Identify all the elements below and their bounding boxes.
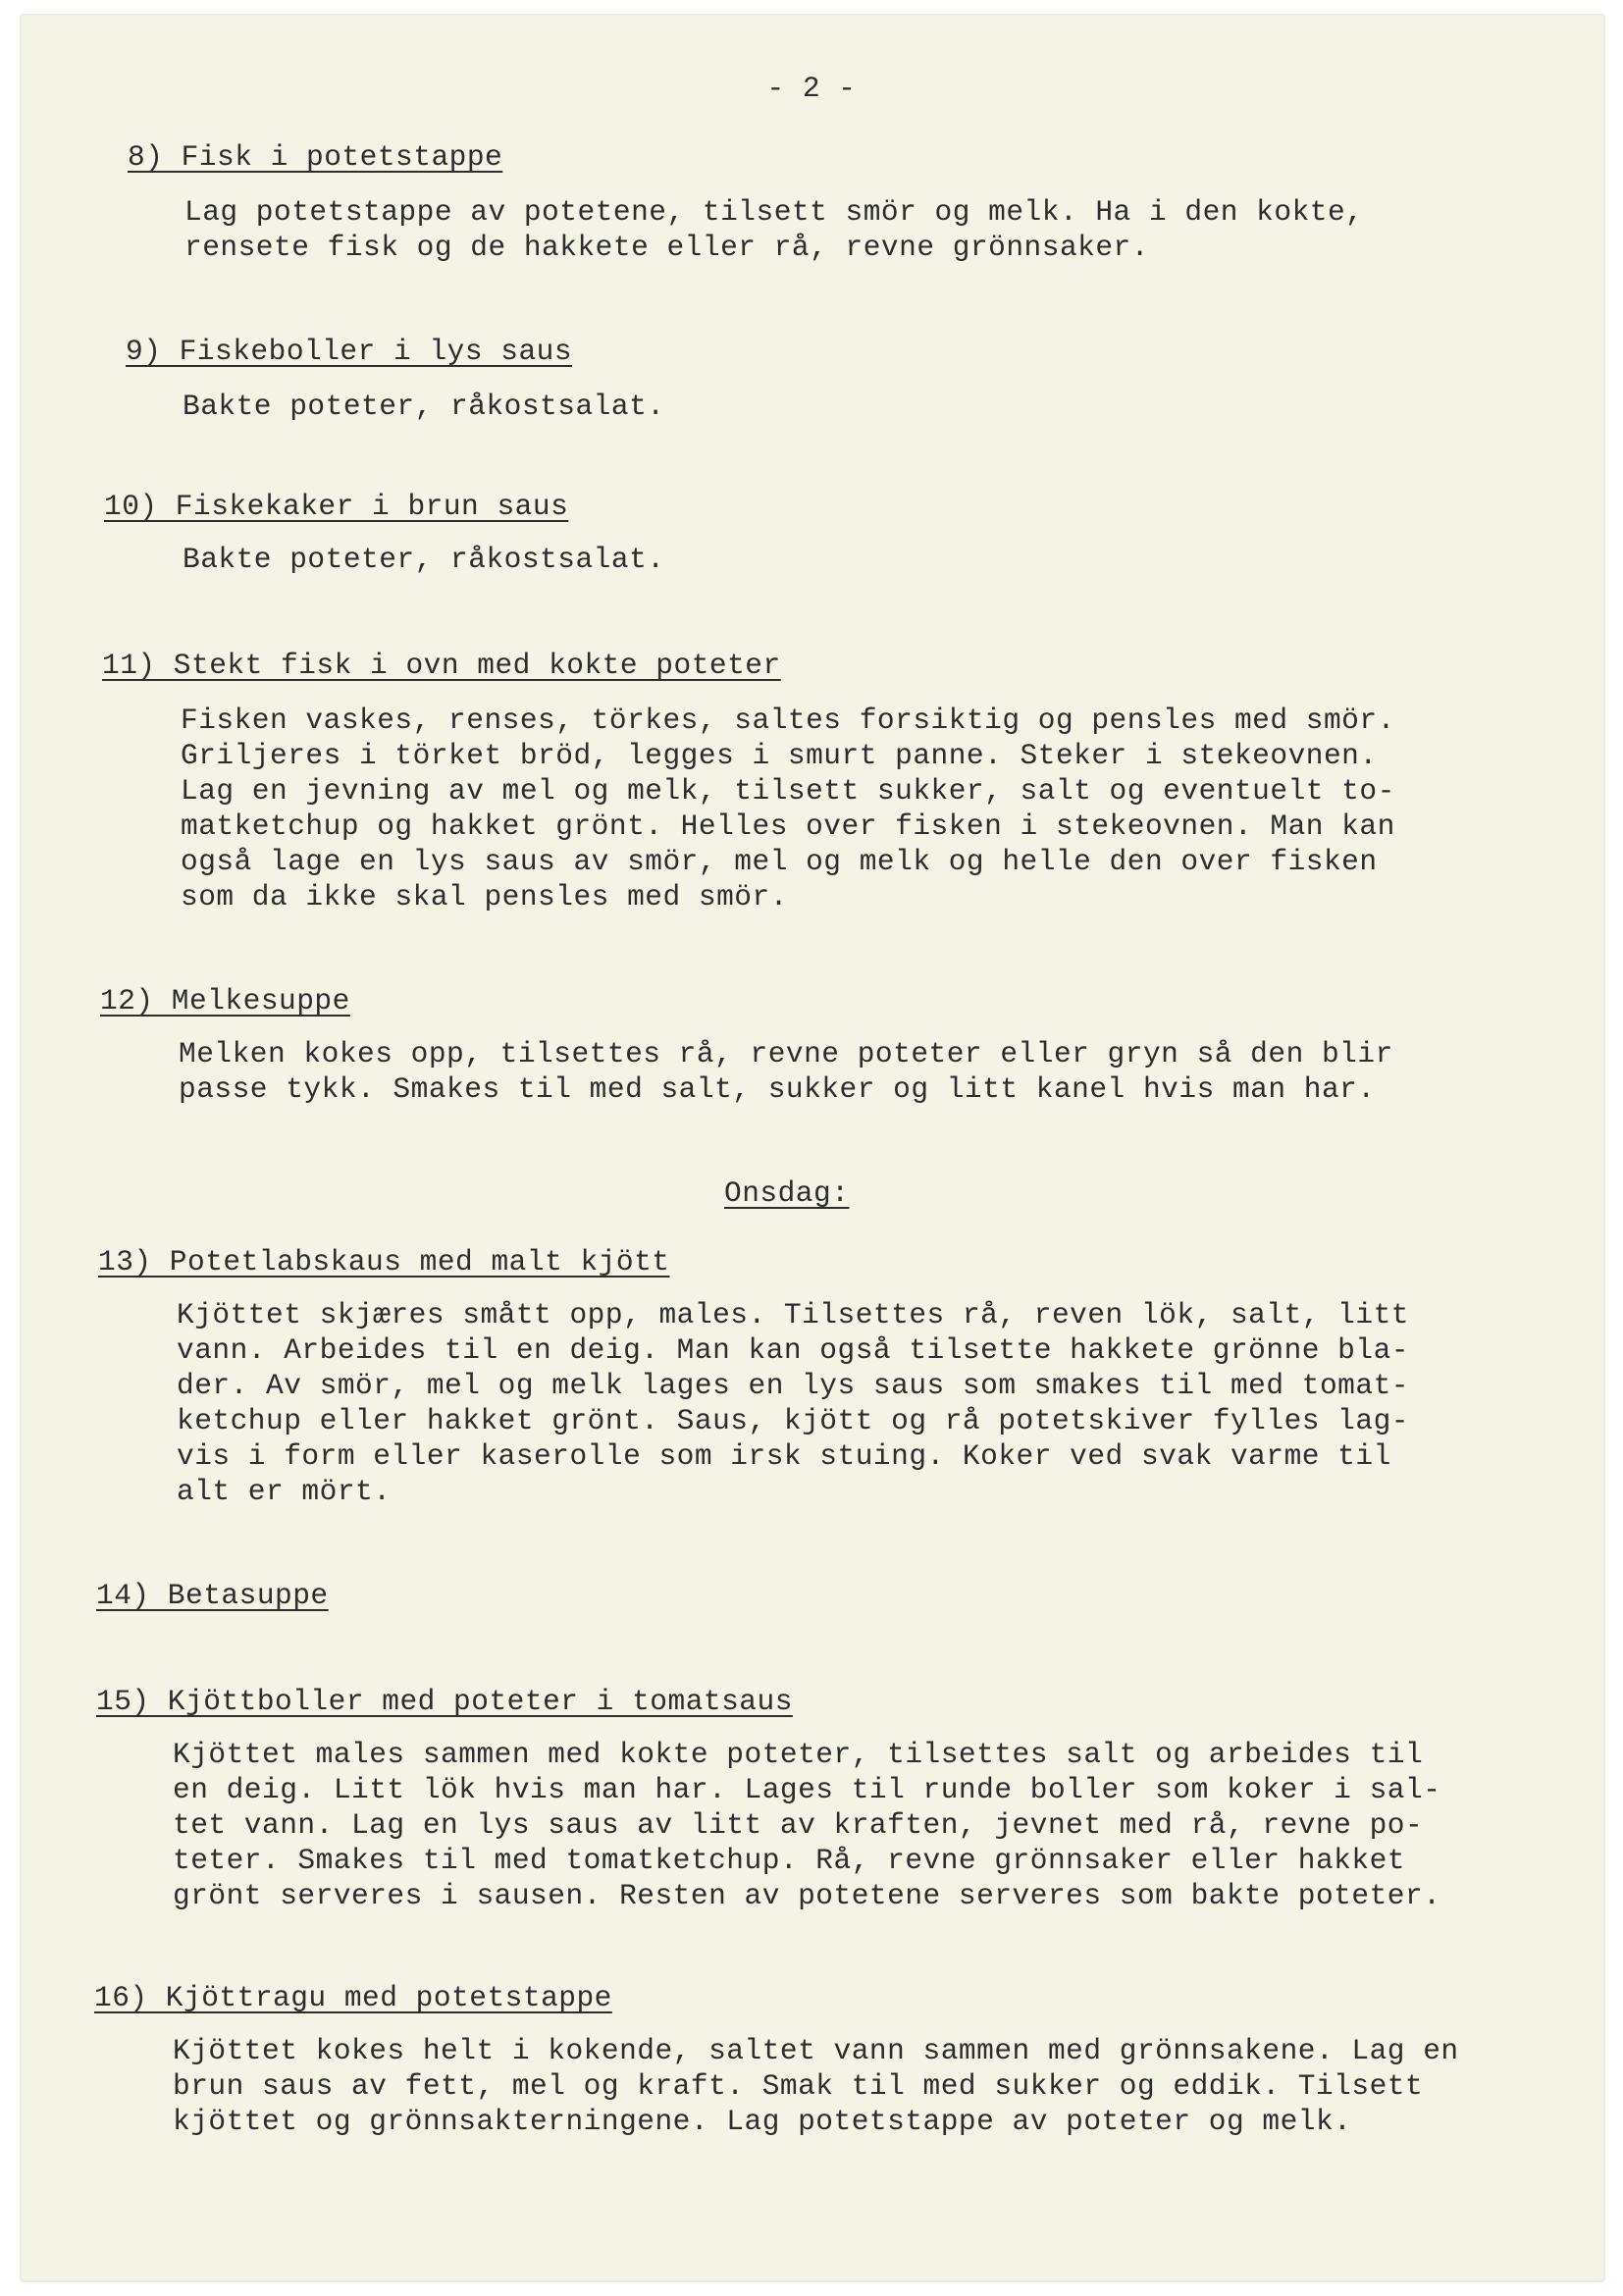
text-line: Melken kokes opp, tilsettes rå, revne poteter eller gryn så den blir <box>179 1037 1393 1070</box>
page-number: - 2 - <box>766 72 857 105</box>
text-line: en deig. Litt lök hvis man har. Lages til runde boller som koker i sal- <box>173 1773 1441 1806</box>
recipe-text <box>177 1297 1409 1509</box>
recipe-heading: 10) Fiskekaker i brun saus <box>104 490 569 523</box>
recipe-text <box>173 1737 1440 1913</box>
text-line: Lag potetstappe av potetene, tilsett smör og melk. Ha i den kokte, <box>184 195 1364 229</box>
text-line: Kjöttet males sammen med kokte poteter, tilsettes salt og arbeides til <box>173 1738 1424 1771</box>
recipe-text <box>184 194 1363 265</box>
day-label: Onsdag: <box>724 1176 850 1210</box>
text-line: Griljeres i törket bröd, legges i smurt panne. Steker i stekeovnen. <box>181 739 1378 772</box>
text-line: rensete fisk og de hakkete eller rå, revne grönnsaker. <box>184 231 1149 264</box>
text-line: Kjöttet skjæres smått opp, males. Tilsettes rå, reven lök, salt, litt <box>177 1298 1409 1331</box>
text-line: brun saus av fett, mel og kraft. Smak til med sukker og eddik. Tilsett <box>173 2069 1424 2103</box>
recipe-heading: 15) Kjöttboller med poteter i tomatsaus <box>96 1685 793 1718</box>
text-line: der. Av smör, mel og melk lages en lys saus som smakes til med tomat- <box>177 1369 1409 1402</box>
recipe-text <box>181 703 1395 914</box>
recipe-heading: 11) Stekt fisk i ovn med kokte poteter <box>102 649 781 682</box>
recipe-text <box>173 2033 1459 2139</box>
text-line: teter. Smakes til med tomatketchup. Rå, revne grönnsaker eller hakket <box>173 1844 1405 1877</box>
text-line: passe tykk. Smakes til med salt, sukker og litt kanel hvis man har. <box>179 1072 1376 1106</box>
text-line: grönt serveres i sausen. Resten av potetene serveres som bakte poteter. <box>173 1879 1441 1912</box>
text-line: Bakte poteter, råkostsalat. <box>183 543 665 576</box>
text-line: Kjöttet kokes helt i kokende, saltet vann sammen med grönnsakene. Lag en <box>173 2034 1459 2067</box>
recipe-text <box>183 542 664 577</box>
text-line: Lag en jevning av mel og melk, tilsett sukker, salt og eventuelt to- <box>181 774 1395 808</box>
text-line: Fisken vaskes, renses, törkes, saltes forsiktig og pensles med smör. <box>181 704 1395 737</box>
recipe-heading: 9) Fiskeboller i lys saus <box>126 335 573 368</box>
text-line: matketchup og hakket grönt. Helles over fisken i stekeovnen. Man kan <box>181 809 1395 843</box>
text-line: kjöttet og grönnsakterningene. Lag potetstappe av poteter og melk. <box>173 2105 1352 2138</box>
recipe-heading: 16) Kjöttragu med potetstappe <box>94 1981 612 2014</box>
text-line: vis i form eller kaserolle som irsk stuing. Koker ved svak varme til <box>177 1439 1391 1473</box>
text-line: ketchup eller hakket grönt. Saus, kjött og rå potetskiver fylles lag- <box>177 1404 1409 1437</box>
text-line: tet vann. Lag en lys saus av litt av kraften, jevnet med rå, revne po- <box>173 1808 1424 1842</box>
recipe-heading: 14) Betasuppe <box>96 1579 329 1612</box>
text-line: også lage en lys saus av smör, mel og melk og helle den over fisken <box>181 845 1378 878</box>
recipe-heading: 8) Fisk i potetstappe <box>128 140 503 174</box>
text-line: som da ikke skal pensles med smör. <box>181 880 788 913</box>
text-line: alt er mört. <box>177 1475 392 1508</box>
recipe-heading: 12) Melkesuppe <box>100 984 350 1018</box>
recipe-heading: 13) Potetlabskaus med malt kjött <box>98 1245 670 1278</box>
recipe-text <box>179 1036 1393 1107</box>
recipe-text <box>183 389 664 424</box>
text-line: Bakte poteter, råkostsalat. <box>183 390 665 423</box>
text-line: vann. Arbeides til en deig. Man kan også tilsette hakkete grönne bla- <box>177 1333 1409 1367</box>
